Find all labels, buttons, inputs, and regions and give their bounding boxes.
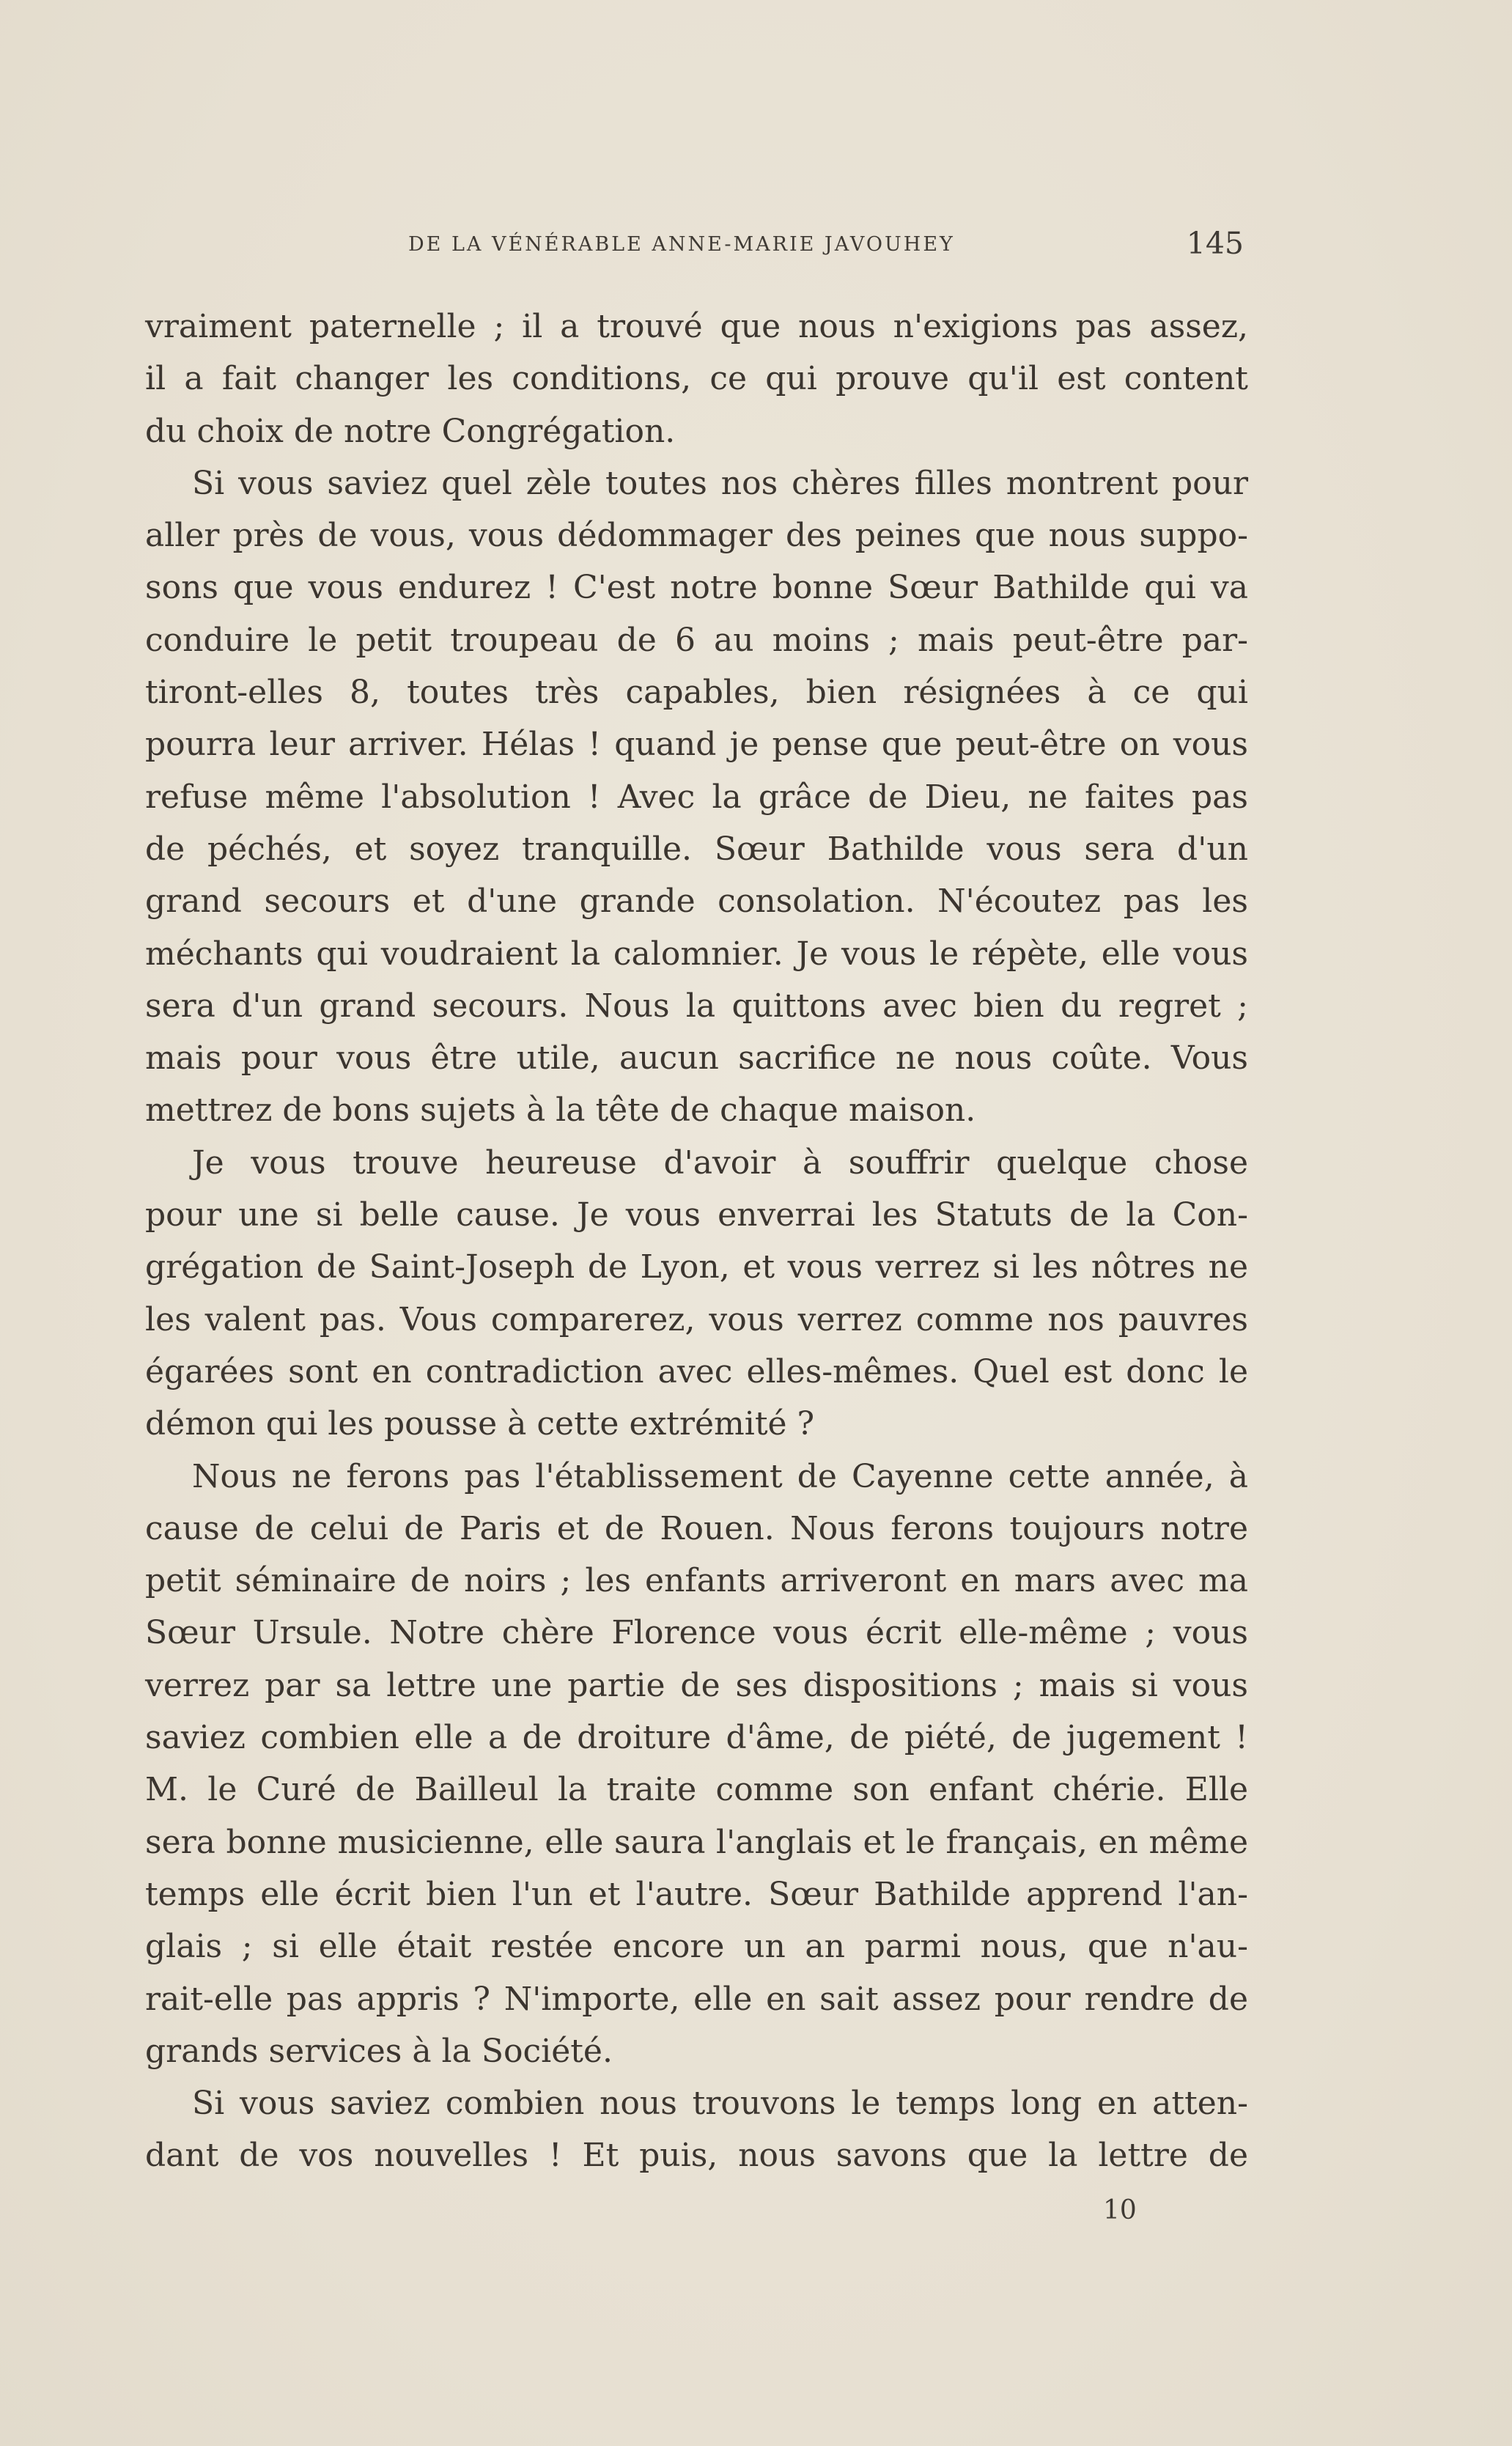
text-line: tiront-elles 8, toutes très capables, bien résignées à ce qui xyxy=(145,674,1248,712)
text-line: temps elle écrit bien l'un et l'autre. Sœur Bathilde apprend l'an- xyxy=(145,1875,1248,1913)
text-line: M. le Curé de Bailleul la traite comme son enfant chérie. Elle xyxy=(145,1771,1248,1809)
text-line: mettrez de bons sujets à la tête de chaque maison. xyxy=(145,1091,976,1130)
text-line: sera d'un grand secours. Nous la quittons avec bien du regret ; xyxy=(145,987,1248,1025)
text-line: démon qui les pousse à cette extrémité ? xyxy=(145,1405,815,1443)
text-line: mais pour vous être utile, aucun sacrifice ne nous coûte. Vous xyxy=(145,1039,1248,1078)
text-line: il a fait changer les conditions, ce qui prouve qu'il est content xyxy=(145,360,1248,398)
text-line: glais ; si elle était restée encore un an parmi nous, que n'au- xyxy=(145,1928,1248,1966)
text-line: sera bonne musicienne, elle saura l'anglais et le français, en même xyxy=(145,1823,1248,1861)
text-line: Si vous saviez quel zèle toutes nos chères filles montrent pour xyxy=(192,464,1248,502)
text-line: verrez par sa lettre une partie de ses dispositions ; mais si vous xyxy=(145,1666,1248,1704)
text-line: Je vous trouve heureuse d'avoir à souffrir quelque chose xyxy=(192,1143,1248,1182)
text-line: de péchés, et soyez tranquille. Sœur Bathilde vous sera d'un xyxy=(145,830,1248,868)
text-line: pour une si belle cause. Je vous enverrai les Statuts de la Con- xyxy=(145,1196,1248,1234)
text-line: les valent pas. Vous comparerez, vous verrez comme nos pauvres xyxy=(145,1300,1248,1338)
text-line: vraiment paternelle ; il a trouvé que nous n'exigions pas assez, xyxy=(145,308,1248,345)
text-line: aller près de vous, vous dédommager des peines que nous suppo- xyxy=(145,517,1248,555)
text-line: Nous ne ferons pas l'établissement de Cayenne cette année, à xyxy=(192,1457,1248,1495)
text-line: rait-elle pas appris ? N'importe, elle en sait assez pour rendre de xyxy=(145,1980,1248,2018)
running-head: DE LA VÉNÉRABLE ANNE-MARIE JAVOUHEY xyxy=(408,233,955,256)
text-line: petit séminaire de noirs ; les enfants arriveront en mars avec ma xyxy=(145,1562,1248,1600)
text-line: refuse même l'absolution ! Avec la grâce de Dieu, ne faites pas xyxy=(145,778,1248,816)
text-line: saviez combien elle a de droiture d'âme, de piété, de jugement ! xyxy=(145,1719,1248,1757)
text-line: égarées sont en contradiction avec elles-mêmes. Quel est donc le xyxy=(145,1352,1248,1390)
text-line: grand secours et d'une grande consolation. N'écoutez pas les xyxy=(145,883,1248,921)
body-text xyxy=(145,301,1248,2182)
text-line: pourra leur arriver. Hélas ! quand je pense que peut-être on vous xyxy=(145,726,1248,764)
text-line: cause de celui de Paris et de Rouen. Nous ferons toujours notre xyxy=(145,1509,1248,1547)
text-line: Si vous saviez combien nous trouvons le temps long en atten- xyxy=(192,2085,1248,2123)
text-line: grégation de Saint-Joseph de Lyon, et vous verrez si les nôtres ne xyxy=(145,1248,1248,1286)
text-line: Sœur Ursule. Notre chère Florence vous écrit elle-même ; vous xyxy=(145,1614,1248,1652)
text-line: sons que vous endurez ! C'est notre bonne Sœur Bathilde qui va xyxy=(145,569,1248,607)
signature-mark: 10 xyxy=(1103,2195,1137,2225)
text-line: grands services à la Société. xyxy=(145,2032,613,2070)
text-line: du choix de notre Congrégation. xyxy=(145,412,676,450)
text-line: conduire le petit troupeau de 6 au moins ; mais peut-être par- xyxy=(145,621,1248,659)
page-number: 145 xyxy=(1186,226,1244,261)
text-line: dant de vos nouvelles ! Et puis, nous savons que la lettre de xyxy=(145,2137,1248,2175)
text-line: méchants qui voudraient la calomnier. Je vous le répète, elle vous xyxy=(145,935,1248,973)
